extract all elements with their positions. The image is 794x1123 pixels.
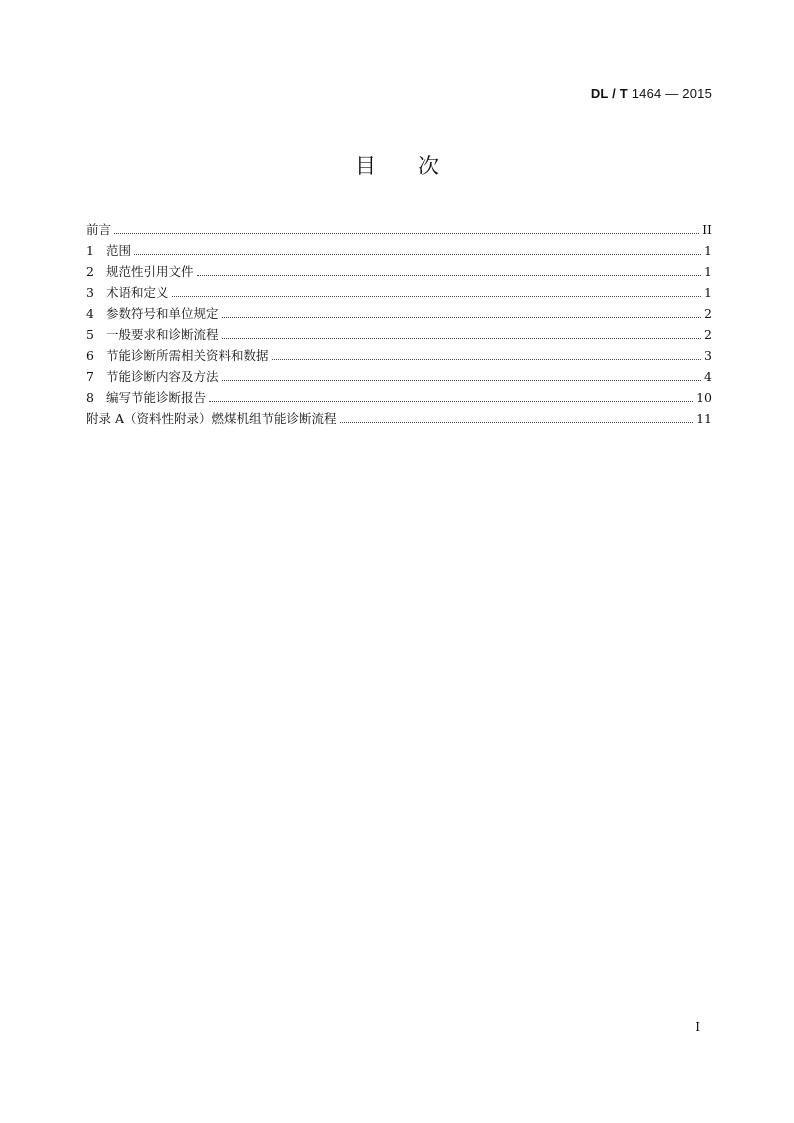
toc-leader-dots [134, 253, 701, 255]
toc-entry-label: 前言 [86, 222, 112, 237]
toc-leader-dots [114, 232, 699, 234]
toc-entry-page: 2 [704, 327, 712, 342]
table-of-contents [86, 219, 712, 429]
toc-entry[interactable] [86, 366, 712, 387]
toc-entry-label: 术语和定义 [106, 285, 169, 300]
toc-entry-page: 3 [704, 348, 712, 363]
toc-entry-label: 参数符号和单位规定 [106, 306, 219, 321]
standard-code-prefix: DL / T [590, 86, 628, 101]
toc-entry-number: 8 [86, 390, 94, 405]
toc-leader-dots [209, 400, 693, 402]
toc-leader-dots [272, 358, 701, 360]
toc-entry-page: 4 [704, 369, 712, 384]
toc-leader-dots [197, 274, 701, 276]
standard-code-number: 1464 — 2015 [631, 86, 712, 101]
toc-entry[interactable] [86, 303, 712, 324]
toc-entry[interactable] [86, 345, 712, 366]
toc-entry-label: 附录 A（资料性附录）燃煤机组节能诊断流程 [86, 411, 337, 426]
toc-entry-number: 2 [86, 264, 94, 279]
toc-entry[interactable] [86, 324, 712, 345]
toc-entry-label: 节能诊断所需相关资料和数据 [106, 348, 269, 363]
toc-entry-label: 一般要求和诊断流程 [106, 327, 219, 342]
toc-leader-dots [340, 421, 694, 423]
toc-entry-number: 5 [86, 327, 94, 342]
toc-entry[interactable] [86, 219, 712, 240]
standard-code [591, 86, 712, 101]
toc-entry-number: 3 [86, 285, 94, 300]
toc-entry-page: 10 [696, 390, 712, 405]
toc-entry[interactable] [86, 240, 712, 261]
toc-entry[interactable] [86, 282, 712, 303]
toc-leader-dots [222, 316, 701, 318]
toc-entry-page: 2 [704, 306, 712, 321]
toc-entry-page: 11 [696, 411, 712, 426]
page-title: 目次 [355, 154, 481, 178]
toc-entry-number: 4 [86, 306, 94, 321]
toc-entry[interactable] [86, 408, 712, 429]
toc-entry-number: 7 [86, 369, 94, 384]
toc-entry-page: 1 [704, 243, 712, 258]
toc-leader-dots [222, 337, 701, 339]
toc-entry[interactable] [86, 261, 712, 282]
toc-entry-page: 1 [704, 285, 712, 300]
toc-entry[interactable] [86, 387, 712, 408]
toc-leader-dots [222, 379, 701, 381]
toc-entry-page: II [702, 222, 712, 237]
toc-entry-label: 规范性引用文件 [106, 264, 194, 279]
toc-entry-number: 1 [86, 243, 94, 258]
toc-entry-page: 1 [704, 264, 712, 279]
toc-entry-label: 范围 [106, 243, 132, 258]
page-number: I [695, 1020, 700, 1034]
toc-entry-number: 6 [86, 348, 94, 363]
toc-entry-label: 编写节能诊断报告 [106, 390, 207, 405]
toc-leader-dots [172, 295, 701, 297]
toc-entry-label: 节能诊断内容及方法 [106, 369, 219, 384]
